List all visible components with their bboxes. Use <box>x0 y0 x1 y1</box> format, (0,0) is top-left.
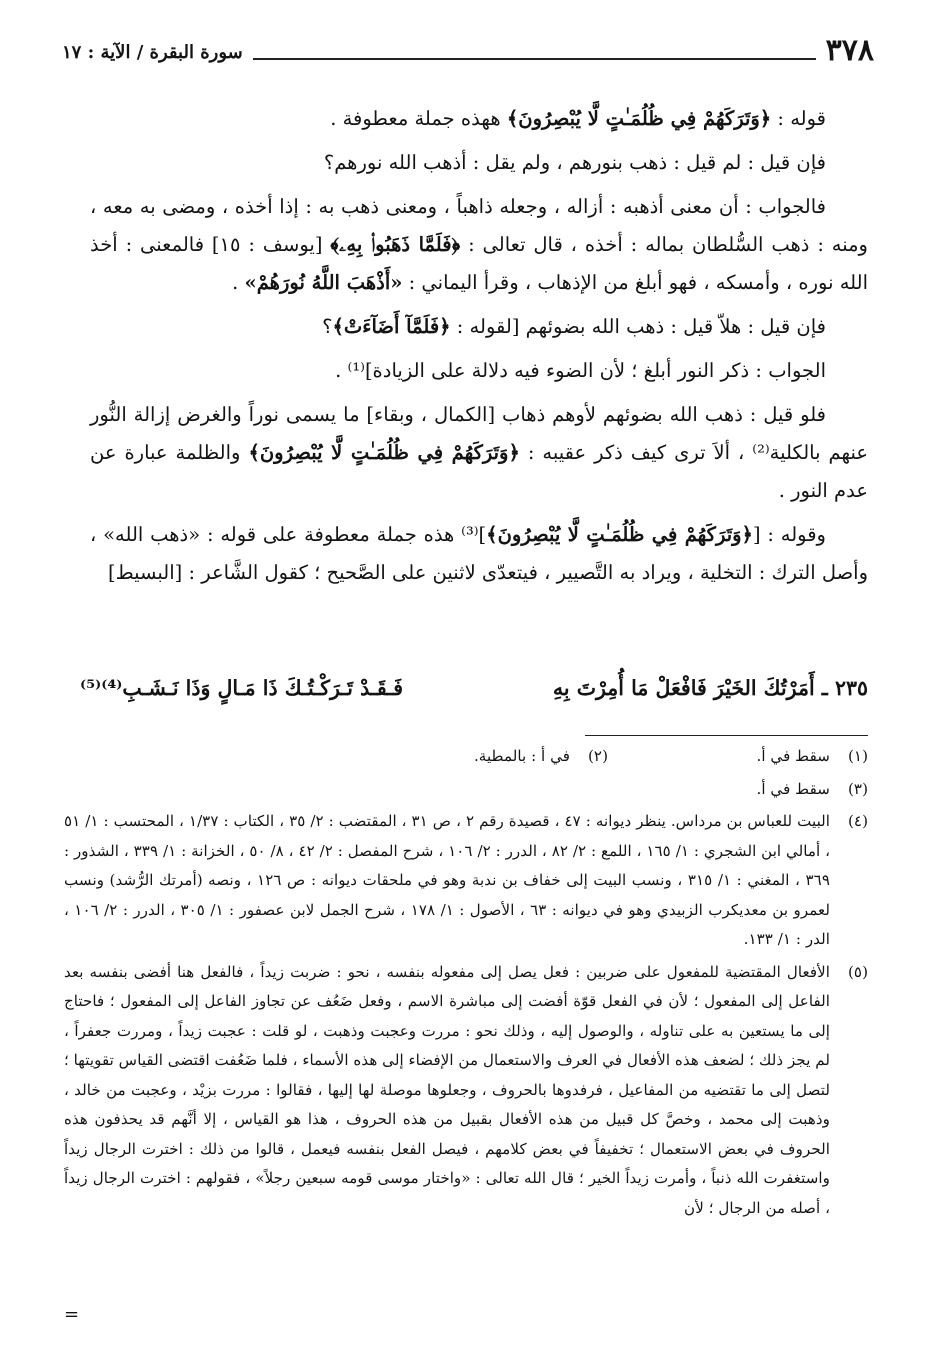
footnote-number: (٢) <box>587 747 608 765</box>
text-span: ؟ <box>322 315 333 338</box>
footnote-row <box>64 742 868 772</box>
footnote-text: سقط في أ. <box>756 779 830 798</box>
footnote-number: (٤) <box>847 812 868 830</box>
paragraph-7 <box>90 516 868 592</box>
paragraph-2: فإن قيل : لم قيل : ذهب بنورهم ، ولم يقل : أذهب الله نورهم؟ <box>323 151 826 174</box>
verse-second-hemistich: فَـقَـدْ تَـرَكْـتُـكَ ذَا مَـالٍ وَذَا نَـشَـبِ⁽⁴⁾⁽⁵⁾ <box>80 676 404 700</box>
footnote-separator <box>585 735 868 736</box>
poetry-verse <box>80 666 868 710</box>
footnote-1 <box>608 742 868 772</box>
quran-reading: «أَذْهَبَ اللَّهُ نُورَهُمْ» <box>244 271 403 294</box>
paragraph-5: الجواب : ذكر النور أبلغ ؛ لأن الضوء فيه دلالة على الزيادة]⁽¹⁾ . <box>335 359 826 382</box>
footnote-text: سقط في أ. <box>756 747 830 765</box>
quran-quote: ﴿وَتَرَكَهُمْ فِي ظُلُمَـٰتٍ لَّا يُبْصِرُونَ﴾ <box>248 441 520 464</box>
text-span: [يوسف : ١٥] فالمعنى : أخذ الله نوره ، وأمسكه ، فهو أبلغ من الإذهاب ، وقرأ اليماني : <box>90 233 868 294</box>
footnote-text: الأفعال المقتضية للمفعول على ضربين : فعل يصل إلى مفعوله بنفسه ، نحو : ضربت زيداً ، فالفعل هنا أفضى بنفسه بعد الفاعل إلى المفعول ؛ لأن في الفعل قوّة أفضت إلى مباشرة الاسم ، وفعل ضَعُف عن تجاوز الفاعل إلى المفعول ؛ فاحتاج إلى ما يستعين به على تناوله ، والوصول إليه ، وذلك نحو : مررت وعجبت وذهبت ، لو قلت : عجبت زيداً ، ومررت جعفراً ، لم يجز ذلك ؛ لضعف هذه الأفعال في العرف والاستعمال من الإفضاء إلى هذه الأسماء ، فلما ضَعُفت اقتضى القياس تقويتها ؛ لتصل إلى ما تقتضيه من المفاعيل ، فرفدوها بالحروف ، وجعلوها موصلة لها إليها ، فقالوا : مررت بزيْد ، وعجبت من خالد ، وذهبت إلى محمد ، وخصَّ كل قبيل من هذه الأفعال بقبيل من هذه الحروف ، هذا هو القياس ، إلا أنَّهم قد يحذفون هذه الحروف في بعض الاستعمال ؛ تخفيفاً في بعض كلامهم ، فيصل الفعل بنفسه فيعمل ، قالوا من ذلك : اخترت الرجال زيداً واستغفرت الله ذنباً ، وأمرت زيداً الخير ؛ قال الله تعالى : «واختار موسى قومه سبعين رجلاً» ، فقولهم : اخترت الرجال زيداً ، أصله من الرجال ؛ لأن <box>64 962 830 1217</box>
quran-quote: ﴿وَتَرَكَهُمْ فِي ظُلُمَـٰتٍ لَّا يُبْصِرُونَ﴾ <box>486 523 753 546</box>
paragraph-6 <box>90 396 868 510</box>
paragraph-1 <box>90 100 868 138</box>
text-span: والظلمة عبارة عن عدم النور . <box>90 441 868 502</box>
page-header <box>62 32 874 68</box>
verse-first-text: أَمَرْتُكَ الخَيْرَ فَافْعَلْ مَا أُمِرْتَ بِهِ <box>552 676 815 700</box>
text-span: قوله : <box>771 107 826 130</box>
footnote-2 <box>348 742 608 772</box>
quran-quote: ﴿فَلَمَّآ أَضَآءَتْ﴾ <box>332 315 451 338</box>
text-span: ههذه جملة معطوفة . <box>330 107 507 130</box>
text-span: ]⁽³⁾ هذه جملة معطوفة على قوله : «ذهب الله» ، وأصل الترك : التخلية ، ويراد به التَّصيير ، فيتعدّى لاثنين على الصَّحيح ؛ كقول الشَّاعر : [البسيط] <box>90 523 868 584</box>
footnote-text: في أ : بالمطية. <box>473 747 570 765</box>
main-text <box>90 100 868 598</box>
footnote-number: (١) <box>847 747 868 765</box>
text-span: فالجواب : أن معنى أذهبه : أزاله ، وجعله ذاهباً ، ومعنى ذهب به : إذا أخذه ، ومضى به معه ، ومنه : ذهب السُّلطان بماله : أخذه ، قال تعالى : <box>90 195 868 256</box>
quran-quote: ﴿وَتَرَكَهُمْ فِي ظُلُمَـٰتٍ لَّا يُبْصِرُونَ﴾ <box>506 107 772 130</box>
quran-quote: ﴿فَلَمَّا ذَهَبُوا۟ بِهِۦ﴾ <box>330 233 461 256</box>
paragraph-3 <box>90 188 868 302</box>
page-number: ٣٧٨ <box>825 33 874 68</box>
footnote-text: البيت للعباس بن مرداس. ينظر ديوانه : ٤٧ ، قصيدة رقم ٢ ، ص ٣١ ، المقتضب : ٢/ ٣٥ ، الكتاب : ١/٣٧ ، المحتسب : ١/ ٥١ ، أمالي ابن الشجري : ١/ ١٦٥ ، اللمع : ٢/ ٨٢ ، الدرر : ٢/ ١٠٦ ، شرح المفصل : ٢/ ٤٢ ، ٨/ ٥٠ ، الخزانة : ١/ ٣٣٩ ، الشذور : ٣٦٩ ، المغني : ١/ ٣١٥ ، ونسب البيت إلى خفاف بن ندبة وهو في ملحقات ديوانه : ص ١٢٦ ، ونصه (أمرتك الرُّشد) ونسب لعمرو بن معديكرب الزبيدي وهو في ديوانه : ٦٣ ، الأصول : ١/ ١٧٨ ، شرح الجمل لابن عصفور : ١/ ٣٠٥ ، الدرر : ٢/ ١٠٦ ، الدر : ١/ ١٣٣. <box>64 812 831 948</box>
text-span: وقوله : [ <box>752 523 826 546</box>
text-span: فلو قيل : ذهب الله بضوئهم لأوهم ذهاب [الكمال ، وبقاء] ما يسمى نوراً والغرض إزالة النُّور عنهم بالكلية⁽²⁾ ، ألاَ ترى كيف ذكر عقيبه : <box>90 403 869 464</box>
footnote-5 <box>64 958 868 1224</box>
footnote-3 <box>64 775 868 805</box>
footnote-number: (٥) <box>847 962 868 981</box>
text-span: . <box>232 271 245 294</box>
verse-first-hemistich <box>553 676 868 700</box>
footnote-number: (٣) <box>847 779 868 798</box>
continuation-mark: = <box>64 1304 80 1325</box>
text-span: فإن قيل : هلاّ قيل : ذهب الله بضوئهم [لقوله : <box>450 315 826 338</box>
running-title: سورة البقرة / الآية : ١٧ <box>62 42 243 63</box>
footnote-4 <box>64 807 868 955</box>
header-rule <box>253 58 816 60</box>
verse-number: ٢٣٥ ـ <box>821 676 868 700</box>
footnotes <box>64 742 868 1226</box>
paragraph-4 <box>90 308 868 346</box>
